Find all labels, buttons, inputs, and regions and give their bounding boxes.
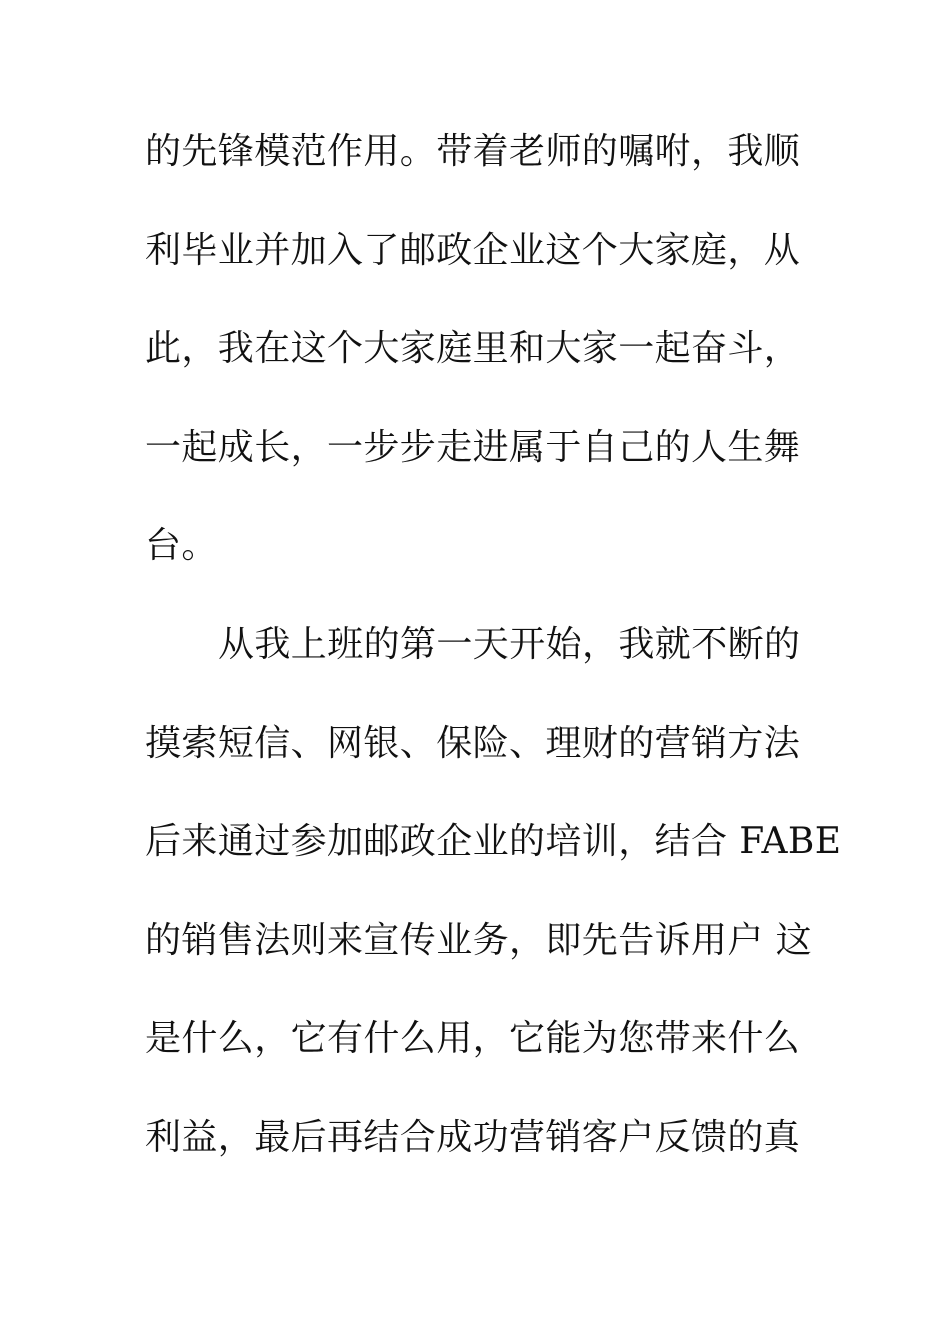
- paragraph-first-line: 从我上班的第一天开始，我就不断的: [218, 623, 801, 665]
- text-line: 摸索短信、网银、保险、理财的营销方法: [145, 722, 801, 764]
- text-line: 后来通过参加邮政企业的培训，结合 FABE: [145, 821, 842, 863]
- body-text: [145, 122, 842, 1207]
- text-line: 一起成长，一步步走进属于自己的人生舞: [145, 426, 801, 468]
- text-line: 的销售法则来宣传业务，即先告诉用户 这: [145, 919, 813, 961]
- text-line: 利益，最后再结合成功营销客户反馈的真: [145, 1116, 801, 1158]
- text-line: 是什么，它有什么用，它能为您带来什么: [145, 1018, 801, 1060]
- text-line: 的先锋模范作用。带着老师的嘱咐，我顺: [145, 131, 801, 172]
- text-line: 台。: [145, 525, 218, 567]
- text-line: 此，我在这个大家庭里和大家一起奋斗，: [145, 328, 801, 370]
- text-line: 利毕业并加入了邮政企业这个大家庭，从: [145, 229, 801, 271]
